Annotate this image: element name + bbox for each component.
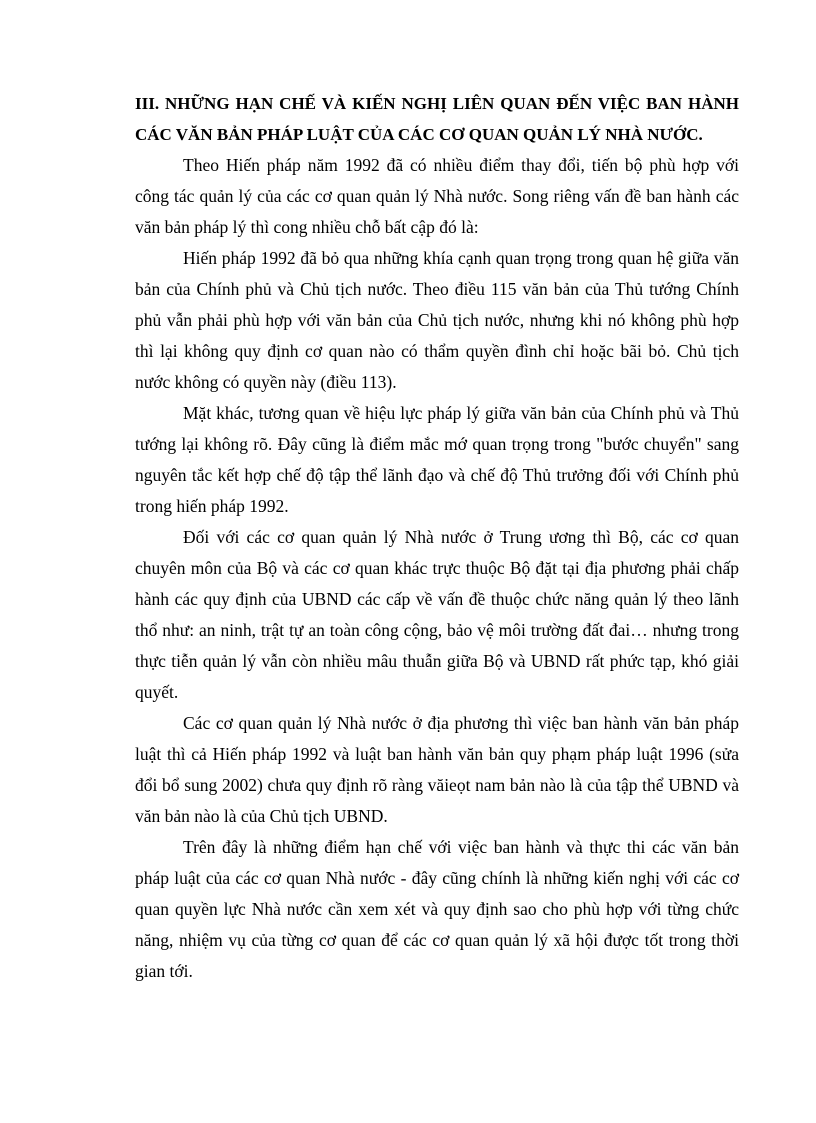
paragraph-5: Các cơ quan quản lý Nhà nước ở địa phương thì việc ban hành văn bản pháp luật thì cả Hiến pháp 1992 và luật ban hành văn bản quy phạm pháp luật 1996 (sửa đổi bổ sung 2002) chưa quy định rõ ràng văieọt nam bản nào là của tập thể UBND và văn bản nào là của Chủ tịch UBND.: [135, 713, 739, 826]
document-page: [135, 88, 739, 987]
paragraph-3: Mặt khác, tương quan về hiệu lực pháp lý giữa văn bản của Chính phủ và Thủ tướng lại không rõ. Đây cũng là điểm mắc mớ quan trọng trong "bước chuyển" sang nguyên tắc kết hợp chế độ tập thể lãnh đạo và chế độ Thủ trưởng đối với Chính phủ trong hiến pháp 1992.: [135, 403, 739, 516]
section-heading: III. NHỮNG HẠN CHẾ VÀ KIẾN NGHỊ LIÊN QUAN ĐẾN VIỆC BAN HÀNH CÁC VĂN BẢN PHÁP LUẬT CỦA CÁC CƠ QUAN QUẢN LÝ NHÀ NƯỚC.: [135, 94, 739, 144]
paragraph-1: Theo Hiến pháp năm 1992 đã có nhiều điểm thay đổi, tiến bộ phù hợp với công tác quản lý của các cơ quan quản lý Nhà nước. Song riêng vấn đề ban hành các văn bản pháp lý thì cong nhiều chỗ bất cập đó là:: [135, 155, 739, 237]
paragraph-4: Đối với các cơ quan quản lý Nhà nước ở Trung ương thì Bộ, các cơ quan chuyên môn của Bộ và các cơ quan khác trực thuộc Bộ đặt tại địa phương phải chấp hành các quy định của UBND các cấp về vấn đề thuộc chức năng quản lý theo lãnh thổ như: an ninh, trật tự an toàn công cộng, bảo vệ môi trường đất đai… nhưng trong thực tiễn quản lý vẫn còn nhiều mâu thuẫn giữa Bộ và UBND rất phức tạp, khó giải quyết.: [135, 527, 739, 702]
paragraph-6: Trên đây là những điểm hạn chế với việc ban hành và thực thi các văn bản pháp luật của các cơ quan Nhà nước - đây cũng chính là những kiến nghị với các cơ quan quyền lực Nhà nước cần xem xét và quy định sao cho phù hợp với từng chức năng, nhiệm vụ của từng cơ quan để các cơ quan quản lý xã hội được tốt trong thời gian tới.: [135, 837, 739, 981]
paragraph-2: Hiến pháp 1992 đã bỏ qua những khía cạnh quan trọng trong quan hệ giữa văn bản của Chính phủ và Chủ tịch nước. Theo điều 115 văn bản của Thủ tướng Chính phủ vẫn phải phù hợp với văn bản của Chủ tịch nước, nhưng khi nó không phù hợp thì lại không quy định cơ quan nào có thẩm quyền đình chỉ hoặc bãi bỏ. Chủ tịch nước không có quyền này (điều 113).: [135, 248, 739, 392]
